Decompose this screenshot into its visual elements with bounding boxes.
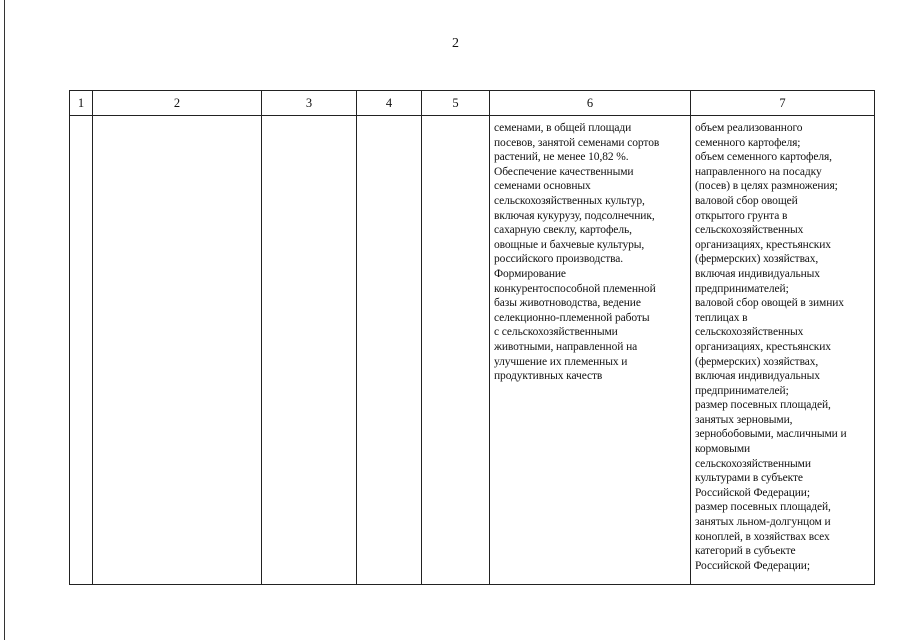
page-edge-line (4, 0, 5, 640)
column-header-7: 7 (691, 91, 875, 116)
column-header-5: 5 (422, 91, 490, 116)
table-row (70, 116, 875, 585)
page-number: 2 (452, 36, 459, 51)
table-cell-col5 (422, 116, 490, 585)
table-cell-col7 (691, 116, 875, 585)
cell-text-col6: семенами, в общей площади посевов, занятой семенами сортов растений, не менее 10,82 %. Обеспечение качественными семенами основных сельскохозяйственных культур, включая кукурузу, подсолнечник, сахарную свеклу, картофель, овощные и бахчевые культуры, российского производства. Формирование конкурентоспособной племенной базы животноводства, ведение селекционно-племенной работы с сельскохозяйственными животными, направленной на улучшение их племенных и продуктивных качеств (494, 122, 660, 383)
cell-text-col5 (422, 116, 489, 121)
table-cell-col4 (357, 116, 422, 585)
column-header-1: 1 (70, 91, 93, 116)
column-header-4: 4 (357, 91, 422, 116)
cell-text-col2 (93, 116, 261, 121)
table-cell-col1 (70, 116, 93, 585)
column-header-6: 6 (490, 91, 691, 116)
table-cell-col6 (490, 116, 691, 585)
table-header-row (70, 91, 875, 116)
table-cell-col3 (262, 116, 357, 585)
column-header-3: 3 (262, 91, 357, 116)
table-cell-col2 (93, 116, 262, 585)
cell-text-col3 (262, 116, 356, 121)
cell-text-col1 (70, 116, 92, 121)
document-table (69, 90, 875, 585)
column-header-2: 2 (93, 91, 262, 116)
cell-text-col4 (357, 116, 421, 121)
cell-text-col7: объем реализованного семенного картофеля; объем семенного картофеля, направленного на посадку (посев) в целях размножения; валовой сбор овощей открытого грунта в сельскохозяйственных организациях, крестьянских (фермерских) хозяйствах, включая индивидуальных предпринимателей; валовой сбор овощей в зимних теплицах в сельскохозяйственных организациях, крестьянских (фермерских) хозяйствах, включая индивидуальных предпринимателей; размер посевных площадей, занятых зерновыми, зернобобовыми, масличными и кормовыми сельскохозяйственными культурами в субъекте Российской Федерации; размер посевных площадей, занятых льном-долгунцом и коноплей, в хозяйствах всех категорий в субъекте Российской Федерации; (695, 122, 847, 572)
